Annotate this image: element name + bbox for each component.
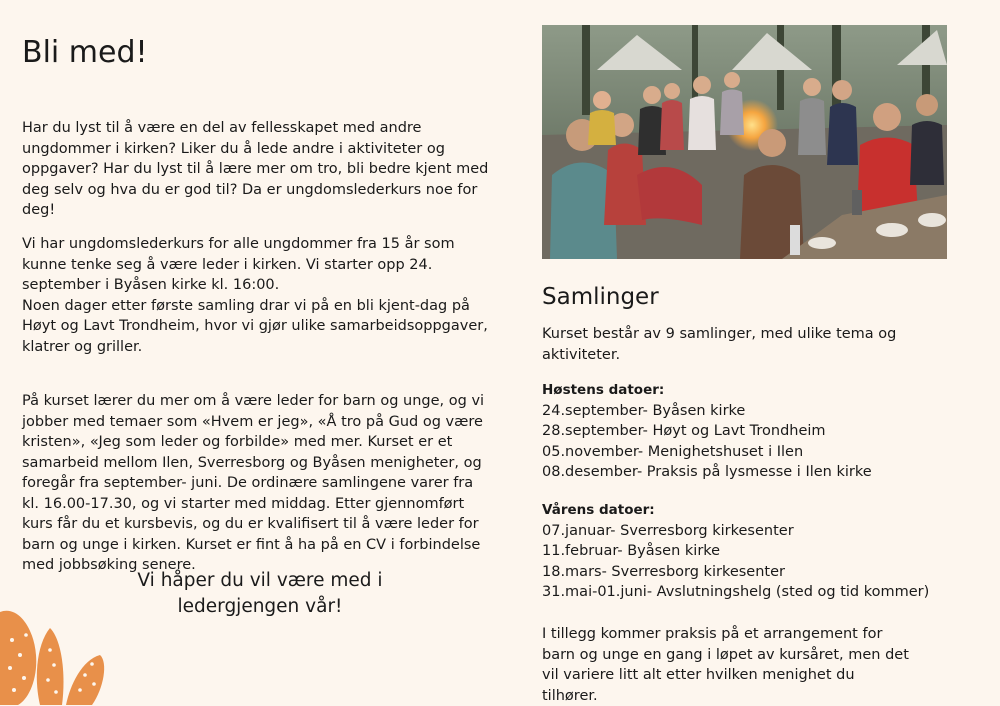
list-item: 18.mars- Sverresborg kirkesenter (542, 563, 785, 580)
left-column (22, 34, 502, 573)
leaf-decoration-icon (0, 600, 110, 705)
list-item: 11.februar- Byåsen kirke (542, 543, 721, 559)
list-item: 28.september- Høyt og Lavt Trondheim (542, 423, 826, 439)
list-item: 31.mai-01.juni- Avslutningshelg (sted og tid kommer) (542, 584, 930, 600)
closing-message: Vi håper du vil være med i ledergjengen vår! (137, 570, 383, 617)
right-column (542, 282, 962, 704)
autumn-dates (542, 380, 872, 483)
autumn-label: Høstens datoer: (542, 382, 665, 398)
section-heading: Samlinger (542, 284, 659, 310)
list-item: 05.november- Menighetshuset i Ilen (542, 443, 804, 460)
list-item: 08.desember- Praksis på lysmesse i Ilen kirke (542, 464, 872, 480)
paragraph-intro: Har du lyst til å være en del av fellesskapet med andre ungdommer i kirken? Liker du å lede andre i aktiviteter og oppgaver? Har du lyst til å lære mer om tro, bli bedre kjent med deg selv og hva du er god til? Da er ungdomslederkurs noe for deg! (22, 120, 489, 218)
page-title: Bli med! (22, 35, 148, 70)
paragraph-course-start: Vi har ungdomslederkurs for alle ungdommer fra 15 år som kunne tenke seg å være leder i kirken. Vi starter opp 24. september i Byåsen kirke kl. 16:00. Noen dager etter første samling drar vi på en bli kjent-dag på Høyt og Lavt Trondheim, hvor vi gjør ulike samarbeidsoppgaver, klatrer og griller. (22, 236, 488, 355)
spring-dates (542, 500, 929, 603)
practice-note: I tillegg kommer praksis på et arrangement for barn og unge en gang i løpet av kursåret, men det vil variere litt alt etter hvilken menighet du tilhører. (542, 626, 909, 704)
list-item: 24.september- Byåsen kirke (542, 402, 746, 419)
paragraph-course-content: På kurset lærer du mer om å være leder for barn og unge, og vi jobber med temaer som «Hvem er jeg», «Å tro på Gud og være kristen», «Jeg som leder og forbilde» med mer. Kurset er et samarbeid mellom Ilen, Sverresborg og Byåsen menigheter, og foregår fra september- juni. De ordinære samlingene varer fra kl. 16.00-17.30, og vi starter med middag. Etter gjennomført kurs får du et kursbevis, og du er kvalifisert til å være leder for barn og unge i kirken. Kurset er fint å ha på en CV i forbindelse med jobbsøking senere. (22, 393, 485, 573)
list-item: 07.januar- Sverresborg kirkesenter (542, 522, 794, 539)
spring-label: Vårens datoer: (542, 502, 655, 518)
sessions-intro: Kurset består av 9 samlinger, med ulike tema og aktiviteter. (542, 326, 897, 363)
campfire-group-photo (542, 25, 947, 259)
